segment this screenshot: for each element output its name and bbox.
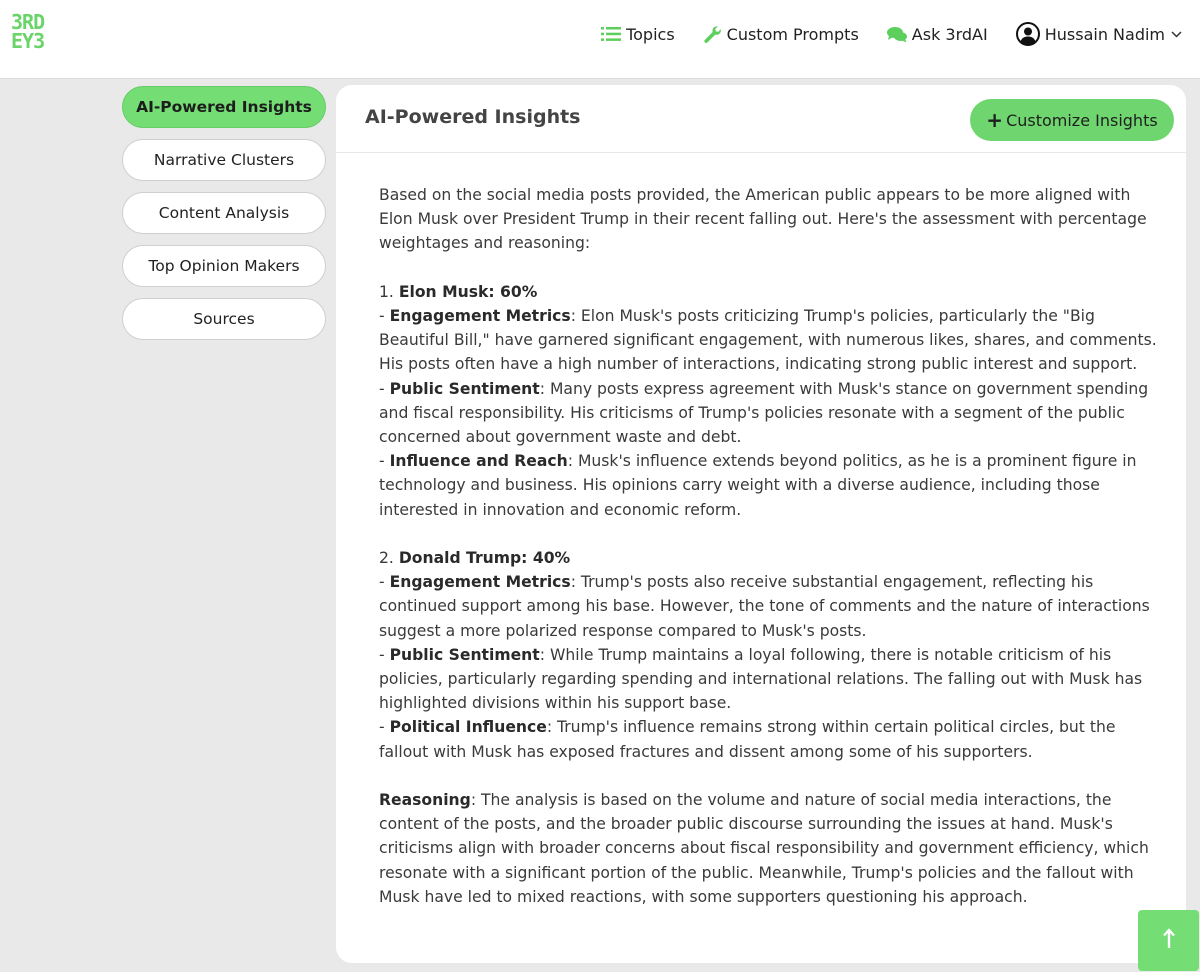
sidebar-item-label: Content Analysis xyxy=(158,204,290,222)
point-label: Engagement Metrics xyxy=(389,307,571,325)
user-name: Hussain Nadim xyxy=(1044,24,1165,44)
insights-panel-header xyxy=(336,85,1186,153)
user-circle-icon xyxy=(1016,22,1040,46)
chevron-down-icon xyxy=(1171,31,1182,38)
trump-point: - Public Sentiment: While Trump maintains a loyal following, there is notable criticism of his policies, particularly regarding spending and international relations. The falling out with Musk has highlighted divisions within his support base. xyxy=(379,645,1143,713)
list-icon xyxy=(601,26,621,42)
trump-section xyxy=(379,546,1159,764)
list-number: 2. xyxy=(379,549,399,568)
sidebar-item-label: AI-Powered Insights xyxy=(136,98,312,116)
nav-ask-label: Ask 3rdAI xyxy=(911,24,988,44)
musk-point: - Public Sentiment: Many posts express agreement with Musk's stance on government spending and fiscal responsibility. His criticisms of Trump's policies resonate with a segment of the public concerned about government waste and debt. xyxy=(379,379,1149,447)
page-title: AI-Powered Insights xyxy=(365,106,581,128)
nav-topics[interactable] xyxy=(601,25,675,44)
point-label: Political Influence xyxy=(389,718,547,737)
point-text: : While Trump maintains a loyal following, there is notable criticism of his policies, particularly regarding spending and international relations. The falling out with Musk has highlighted divisions within his support base. xyxy=(379,645,1143,713)
point-text: : Elon Musk's posts criticizing Trump's policies, particularly the "Big Beautiful Bill," have garnered significant engagement, with numerous likes, shares, and comments. His posts often have a high number of interactions, indicating strong public interest and support. xyxy=(379,307,1157,374)
point-label: Influence and Reach xyxy=(389,452,568,471)
nav-custom-prompts-label: Custom Prompts xyxy=(726,24,859,44)
customize-insights-button[interactable] xyxy=(970,99,1174,141)
customize-insights-label: Customize Insights xyxy=(1006,110,1158,130)
sidebar-item-ai-powered-insights[interactable] xyxy=(122,86,326,128)
sidebar xyxy=(122,86,326,351)
chat-bubbles-icon xyxy=(887,26,907,43)
point-label: Public Sentiment xyxy=(389,379,540,398)
reasoning-paragraph xyxy=(379,788,1159,909)
trump-heading xyxy=(379,546,1159,570)
scroll-to-top-button[interactable] xyxy=(1138,910,1199,971)
sidebar-item-label: Sources xyxy=(193,310,255,328)
list-number: 1. xyxy=(379,282,399,301)
musk-heading xyxy=(379,280,1159,304)
sidebar-item-narrative-clusters[interactable] xyxy=(122,139,326,181)
sidebar-item-label: Narrative Clusters xyxy=(153,151,295,169)
logo-line-2: EY3 xyxy=(11,29,45,53)
sidebar-item-sources[interactable] xyxy=(122,298,326,340)
trump-point: - Political Influence: Trump's influence remains strong within certain political circles, but the fallout with Musk has exposed fractures and dissent among some of his supporters. xyxy=(379,718,1116,761)
point-label: Public Sentiment xyxy=(389,645,540,664)
insights-panel xyxy=(336,85,1186,963)
user-menu[interactable] xyxy=(1016,22,1182,46)
nav-topics-label: Topics xyxy=(626,24,675,44)
trump-heading-text: Donald Trump: 40% xyxy=(398,549,571,568)
point-text: : Trump's influence remains strong within certain political circles, but the fallout with Musk has exposed fractures and dissent among some of his supporters. xyxy=(379,718,1116,761)
musk-point: - Engagement Metrics: Elon Musk's posts criticizing Trump's policies, particularly the "Big Beautiful Bill," have garnered significant engagement, with numerous likes, shares, and comments. His posts often have a high number of interactions, indicating strong public interest and support. xyxy=(379,307,1157,374)
trump-point: - Engagement Metrics: Trump's posts also receive substantial engagement, reflecting his continued support among his base. However, the tone of comments and the nature of interactions suggest a more polarized response compared to Musk's posts. xyxy=(379,573,1150,640)
sidebar-item-content-analysis[interactable] xyxy=(122,192,326,234)
arrow-up-icon xyxy=(1162,928,1176,954)
musk-heading-text: Elon Musk: 60% xyxy=(398,282,538,301)
point-text: : Many posts express agreement with Musk's stance on government spending and fiscal responsibility. His criticisms of Trump's policies resonate with a segment of the public concerned about government waste and debt. xyxy=(379,379,1149,447)
nav-ask-3rdai[interactable] xyxy=(887,25,988,44)
insights-text xyxy=(379,183,1159,933)
point-label: Engagement Metrics xyxy=(389,573,571,592)
logo-line-1: 3RD xyxy=(11,10,45,34)
reasoning-text: : The analysis is based on the volume and nature of social media interactions, the content of the posts, and the broader public discourse surrounding the issues at hand. Musk's criticisms align with broader concerns about fiscal responsibility and government efficiency, which resonate with a significant portion of the public. Meanwhile, Trump's policies and the fallout with Musk have led to mixed reactions, with some supporters questioning his approach. xyxy=(379,791,1149,906)
nav-custom-prompts[interactable] xyxy=(703,25,859,44)
sidebar-item-top-opinion-makers[interactable] xyxy=(122,245,326,287)
point-text: : Trump's posts also receive substantial engagement, reflecting his continued support among his base. However, the tone of comments and the nature of interactions suggest a more polarized response compared to Musk's posts. xyxy=(379,573,1150,640)
sidebar-item-label: Top Opinion Makers xyxy=(148,257,300,275)
plus-icon: + xyxy=(986,108,1004,132)
point-text: : Musk's influence extends beyond politics, as he is a prominent figure in technology and business. His opinions carry weight with a diverse audience, including those interested in innovation and economic reform. xyxy=(379,452,1137,519)
musk-point: - Influence and Reach: Musk's influence extends beyond politics, as he is a prominent figure in technology and business. His opinions carry weight with a diverse audience, including those interested in innovation and economic reform. xyxy=(379,452,1137,519)
wrench-icon xyxy=(703,25,722,44)
brand-logo[interactable] xyxy=(11,10,45,53)
top-navigation-bar xyxy=(0,0,1200,79)
intro-paragraph: Based on the social media posts provided, the American public appears to be more aligned with Elon Musk over President Trump in their recent falling out. Here's the assessment with percentage weightages and reasoning: xyxy=(379,186,1147,253)
musk-section xyxy=(379,280,1159,522)
reasoning-label: Reasoning xyxy=(379,791,471,810)
main-nav xyxy=(573,21,1182,47)
